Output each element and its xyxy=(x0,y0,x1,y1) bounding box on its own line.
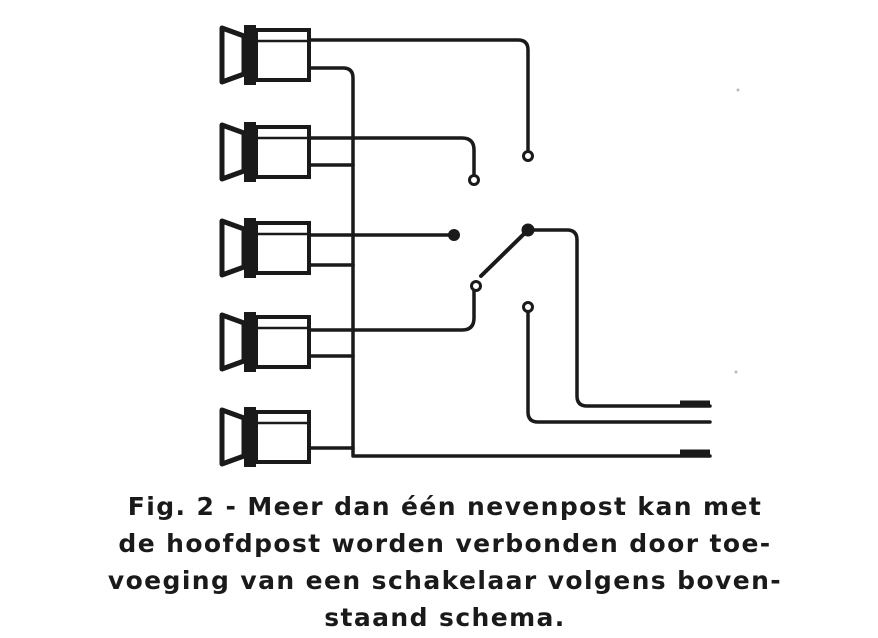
figure-caption xyxy=(60,488,830,636)
print-speck xyxy=(737,89,740,92)
speaker-4 xyxy=(222,312,309,372)
wires xyxy=(309,40,710,456)
caption-line-3: voeging van een schakelaar volgens boven- xyxy=(107,566,783,595)
loudspeaker-icon xyxy=(222,407,309,467)
caption-line-2: de hoofdpost worden verbonden door toe- xyxy=(118,529,772,558)
speaker-2 xyxy=(222,122,309,182)
caption-line-1: Fig. 2 - Meer dan één nevenpost kan met xyxy=(127,492,763,521)
speaker-1 xyxy=(222,25,309,85)
contact-3 xyxy=(450,231,459,240)
contact-1 xyxy=(524,152,533,161)
loudspeaker-icon xyxy=(222,122,309,182)
contact-2 xyxy=(470,176,479,185)
lead-1 xyxy=(309,40,528,153)
speaker-3 xyxy=(222,218,309,278)
switch-pivot xyxy=(523,225,533,235)
loudspeaker-icon xyxy=(222,218,309,278)
caption-line-4: staand schema. xyxy=(324,603,566,632)
lead-2 xyxy=(309,138,474,177)
print-speck xyxy=(735,371,738,374)
speaker-5 xyxy=(222,407,309,467)
loudspeaker-icon xyxy=(222,25,309,85)
common-bus xyxy=(309,68,710,456)
loudspeaker-icon xyxy=(222,312,309,372)
lead-4 xyxy=(309,290,474,330)
contact-4 xyxy=(472,282,481,291)
contact-5 xyxy=(524,303,533,312)
switch-output xyxy=(528,230,710,406)
switch-arm xyxy=(481,230,528,276)
switch-contacts xyxy=(450,152,534,312)
